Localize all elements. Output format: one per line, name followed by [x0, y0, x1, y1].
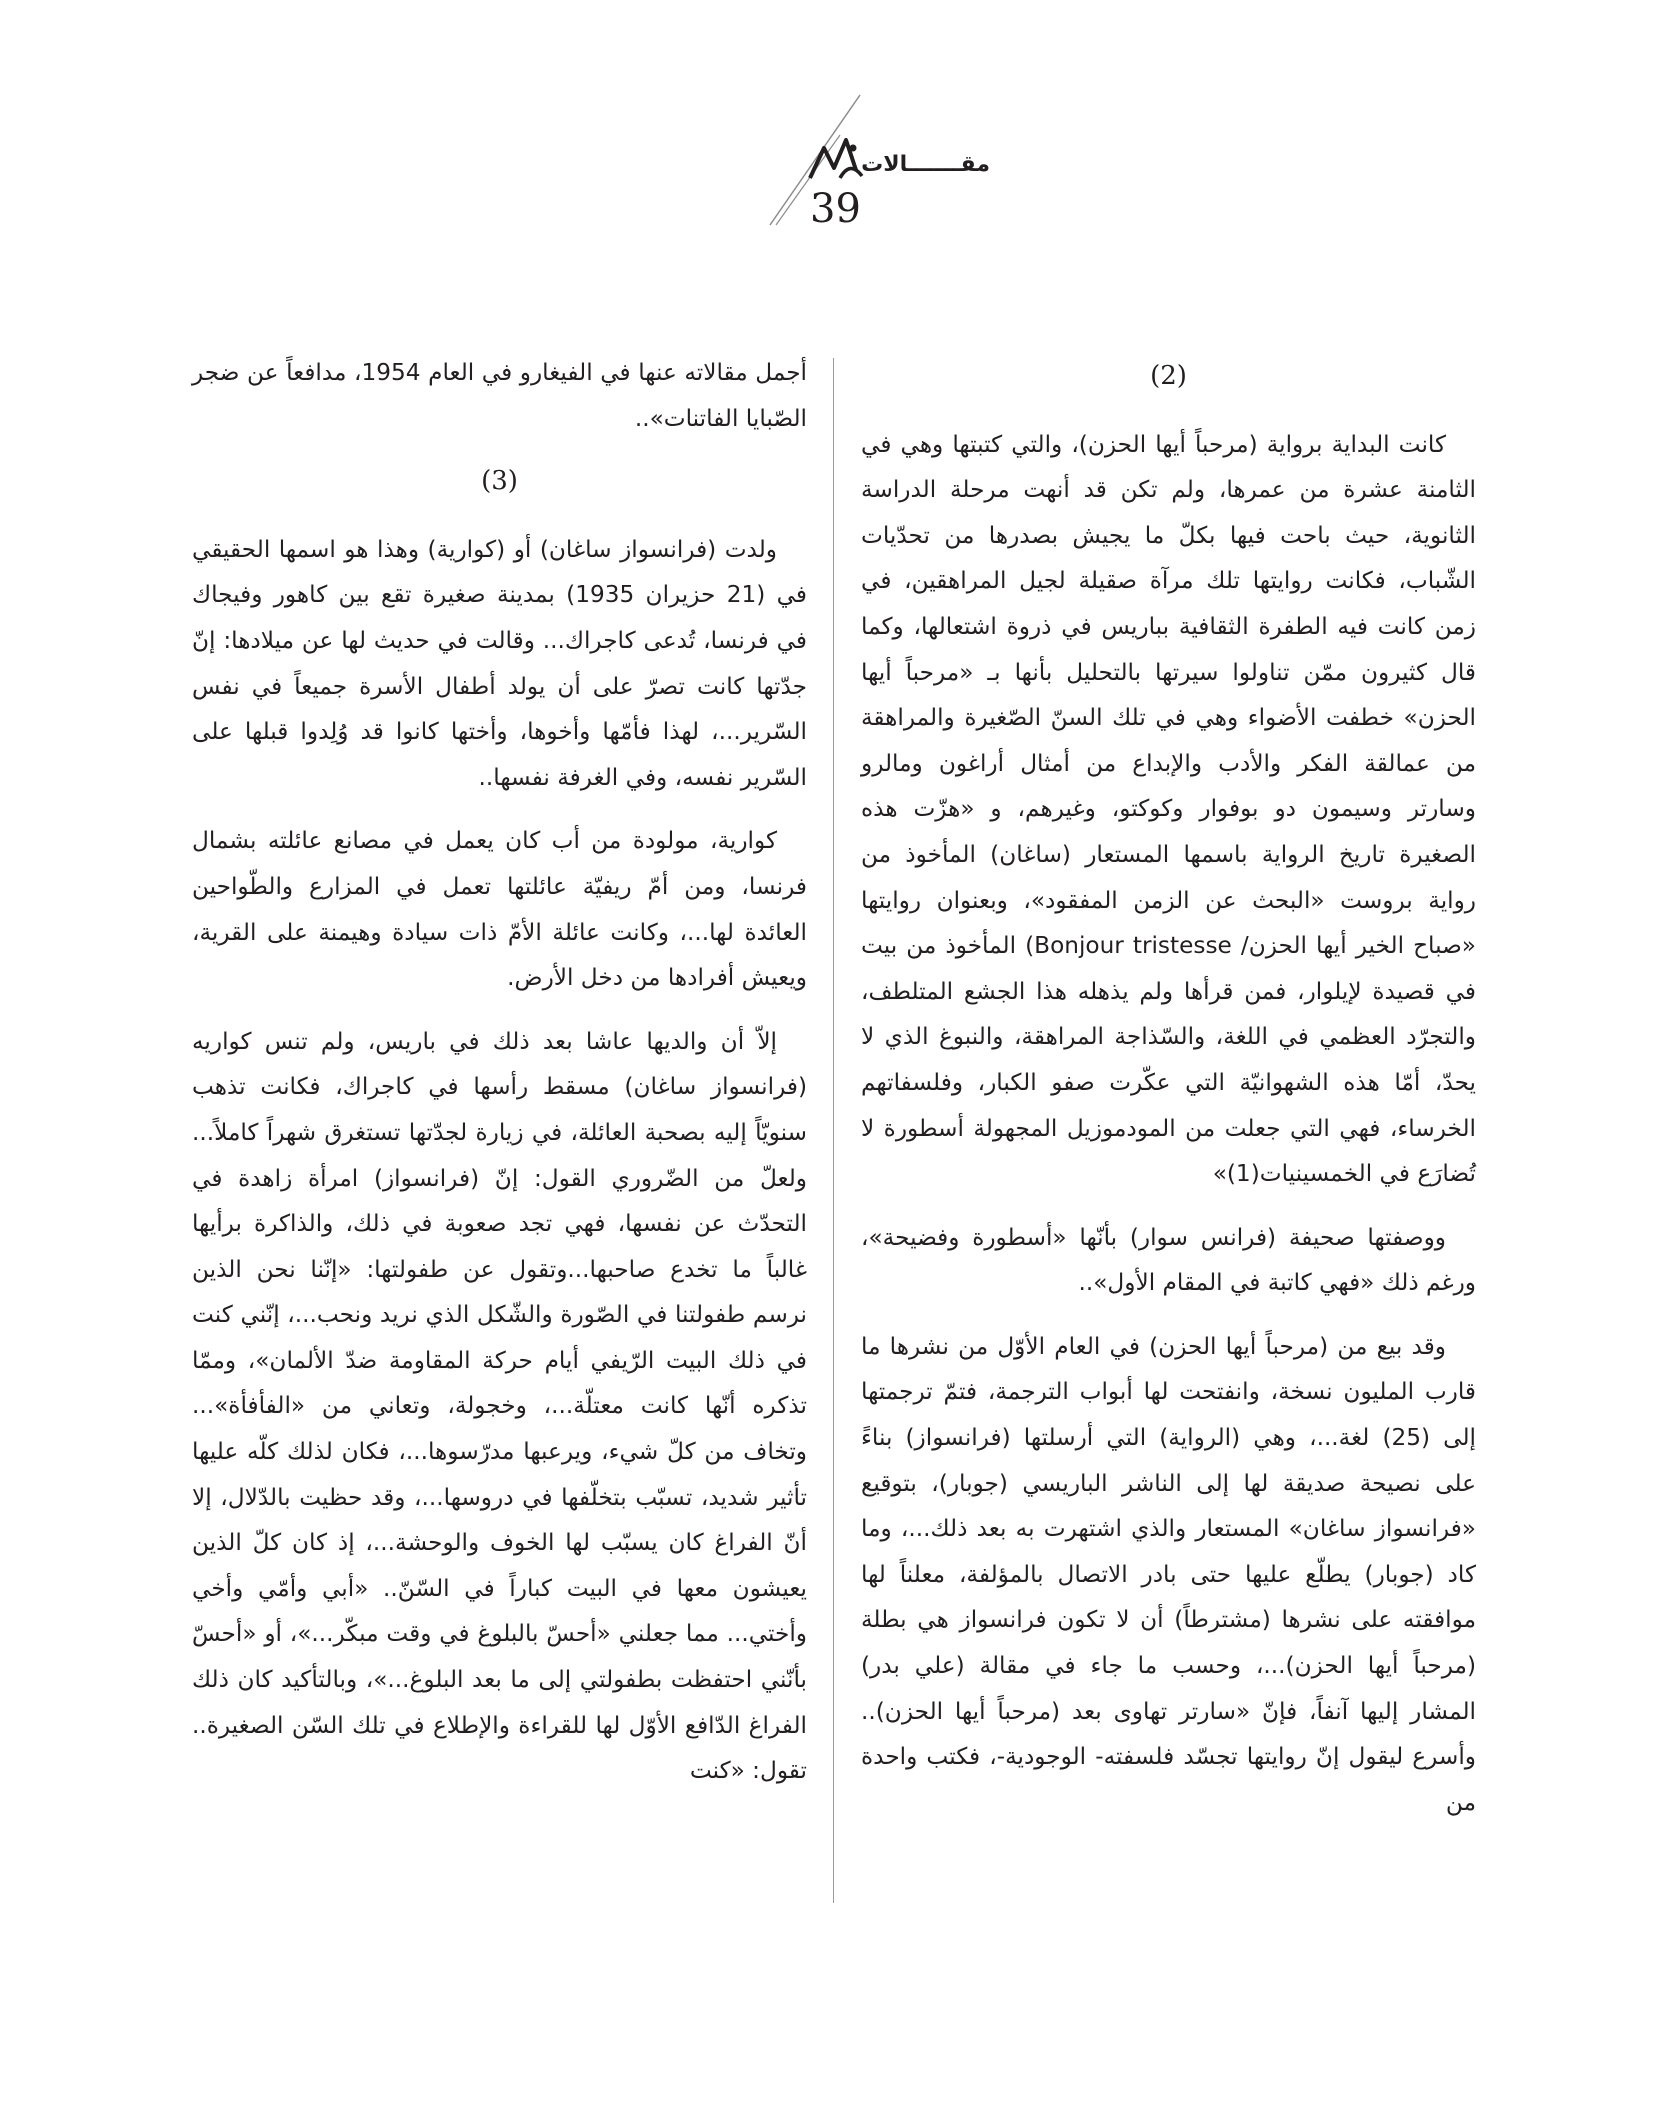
page-number: 39: [810, 186, 861, 232]
section-number-2: (2): [1150, 361, 1187, 391]
paragraph: ولدت (فرانسواز ساغان) أو (كوارية) وهذا هو اسمها الحقيقي في (21 حزيران 1935) بمدينة صغيرة تقع بين كاهور وفيجاك في فرنسا، تُدعى كاجراك... وقالت في حديث لها عن ميلادها: إنّ جدّتها كانت تصرّ على أن يولد أطفال الأسرة جميعاً في نفس السّرير...، لهذا فأمّها وأخوها، وأختها كانوا قد وُلِدوا قبلها على السّرير نفسه، وفي الغرفة نفسها..: [192, 535, 808, 791]
paragraph-continued: أجمل مقالاته عنها في الفيغارو في العام 1954، مدافعاً عن ضجر الصّبايا الفاتنات»..: [192, 359, 808, 432]
section-number-3: (3): [481, 466, 518, 497]
paragraph: كانت البداية برواية (مرحباً أيها الحزن)، والتي كتبتها وهي في الثامنة عشرة من عمرها، ولم تكن قد أنهت مرحلة الدراسة الثانوية، حيث باحت فيها بكلّ ما يجيش بصدرها من تحدّيات الشّباب، فكانت روايتها تلك مرآة صقيلة لجيل المراهقين، في زمن كانت فيه الطفرة الثقافية بباريس في ذروة اشتعالها، وكما قال كثيرون ممّن تناولوا سيرتها بالتحليل بأنها بـ «مرحباً أيها الحزن» خطفت الأضواء وهي في تلك السنّ الصّغيرة والمراهقة من عمالقة الفكر والأدب والإبداع من أمثال أراغون ومالرو وسارتر وسيمون دو بوفوار وكوكتو، وغيرهم، و «هزّت هذه الصغيرة تاريخ الرواية باسمها المستعار (ساغان) المأخوذ من رواية بروست «البحث عن الزمن المفقود»، وبعنوان روايتها «صباح الخير أيها الحزن/ Bonjour tristesse) المأخوذ من بيت في قصيدة لإيلوار، فمن قرأها ولم يذهله هذا الجشع المتلطف، والتجرّد العظمي في اللغة، والسّذاجة المراهقة، والنبوغ الذي لا يحدّ، أمّا هذه الشهوانيّة التي عكّرت صفو الكبار، وفلسفاتهم الخرساء، فهي التي جعلت من المودموزيل المجهولة أسطورة لا تُضارَع في الخمسينيات(1)»: [861, 430, 1476, 1188]
paragraph: وقد بيع من (مرحباً أيها الحزن) في العام الأوّل من نشرها ما قارب المليون نسخة، وانفتحت لها أبواب الترجمة، فتمّ ترجمتها إلى (25) لغة...، وهي (الرواية) التي أرسلتها (فرانسواز) بناءً على نصيحة صديقة لها إلى الناشر الباريسي (جوبار)، بتوقيع «فرانسواز ساغان» المستعار والذي اشتهرت به بعد ذلك...، وما كاد (جوبار) يطلّع عليها حتى بادر الاتصال بالمؤلفة، معلناً لها موافقته على نشرها (مشترطاً) أن لا تكون فرانسواز هي بطلة (مرحباً أيها الحزن)...، وحسب ما جاء في مقالة (علي بدر) المشار إليها آنفاً، فإنّ «سارتر تهاوى بعد (مرحباً أيها الحزن).. وأسرع ليقول إنّ روايتها تجسّد فلسفته- الوجودية-، فكتب واحدة من: [861, 1332, 1476, 1816]
paragraph: كوارية، مولودة من أب كان يعمل في مصانع عائلته بشمال فرنسا، ومن أمّ ريفيّة عائلتها تعمل في المزارع والطّواحين العائدة لها...، وكانت عائلة الأمّ ذات سيادة وهيمنة على القرية، ويعيش أفرادها من دخل الأرض.: [192, 827, 807, 992]
page-header: [690, 90, 990, 240]
section-label: مقـــــــالات: [861, 152, 990, 177]
paragraph: ووصفتها صحيفة (فرانس سوار) بأنّها «أسطورة وفضيحة»، ورغم ذلك «فهي كاتبة في المقام الأول»..: [861, 1223, 1476, 1297]
column-divider: [833, 358, 834, 1903]
paragraph: إلاّ أن والديها عاشا بعد ذلك في باريس، ولم تنس كواريه (فرانسواز ساغان) مسقط رأسها في كاجراك، فكانت تذهب سنويّاً إليه بصحبة العائلة، في زيارة لجدّتها تستغرق شهراً كاملاً... ولعلّ من الضّروري القول: إنّ (فرانسواز) امرأة زاهدة في التحدّث عن نفسها، فهي تجد صعوبة في ذلك، والذاكرة برأيها غالباً ما تخدع صاحبها...وتقول عن طفولتها: «إنّنا نحن الذين نرسم طفولتنا في الصّورة والشّكل الذي نريد ونحب...، إنّني كنت في ذلك البيت الرّيفي أيام حركة المقاومة ضدّ الألمان»، وممّا تذكره أنّها كانت معتلّة...، وخجولة، وتعاني من «الفأفأة»... وتخاف من كلّ شيء، ويرعبها مدرّسوها...، فكان لذلك كلّه عليها تأثير شديد، تسبّب بتخلّفها في دروسها...، وقد حظيت بالدّلال، إلا أنّ الفراغ كان يسبّب لها الخوف والوحشة...، إذ كان كلّ الذين يعيشون معها في البيت كباراً في السّنّ.. «أبي وأمّي وأخي وأختي... مما جعلني «أحسّ بالبلوغ في وقت مبكّر...»، أو «أحسّ بأنّني احتفظت بطفولتي إلى ما بعد البلوغ...»، وبالتأكيد كان ذلك الفراغ الدّافع الأوّل لها للقراءة والإطلاع في تلك السّن الصغيرة.. تقول: «كنت: [192, 1027, 807, 1785]
right-column: [861, 350, 1476, 1843]
left-column: [192, 350, 807, 1812]
